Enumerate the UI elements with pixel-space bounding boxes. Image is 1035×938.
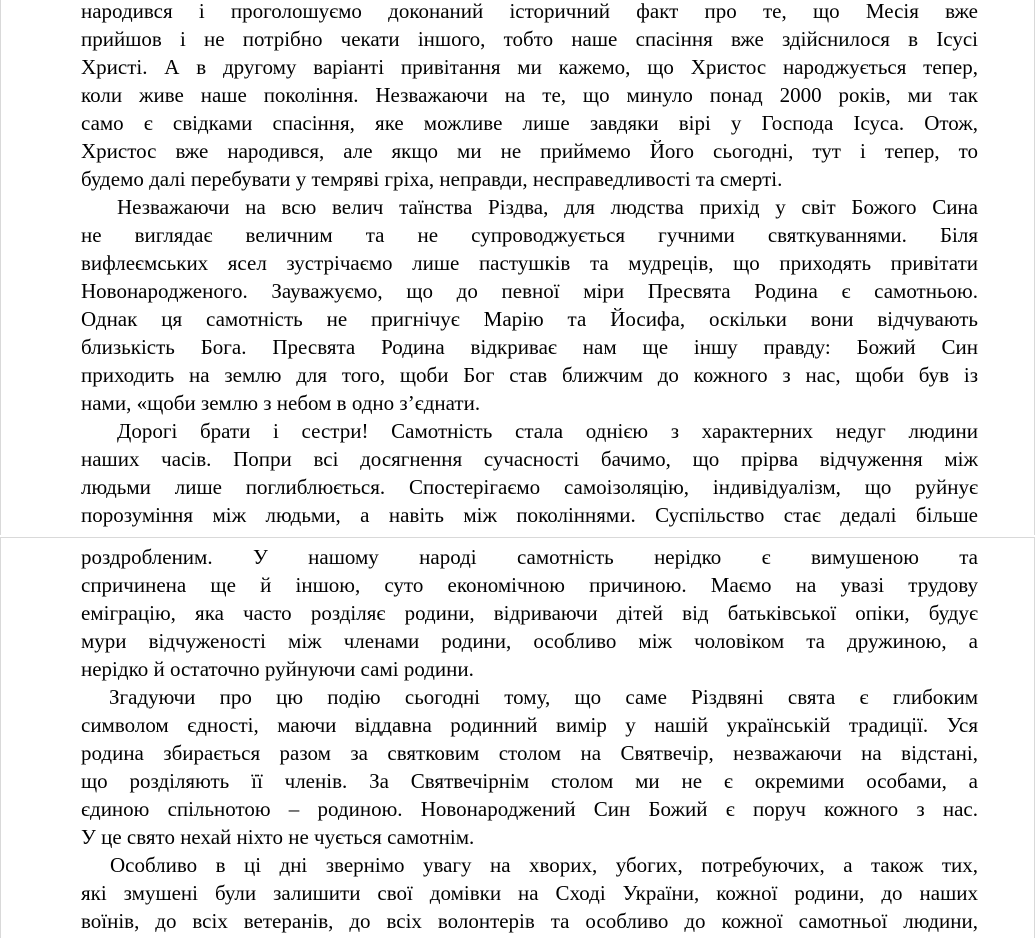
text-line: наших часів. Попри всі досягнення сучасності бачимо, що прірва відчуження між [81, 447, 978, 471]
paragraph [81, 417, 978, 529]
text-line: родина збирається разом за святковим столом на Святвечір, незважаючи на відстані, [81, 741, 978, 765]
page-2-text [81, 543, 978, 935]
text-line: мури відчуженості між членами родини, особливо між чоловіком та дружиною, а [81, 629, 978, 653]
text-line: Особливо в ці дні звернімо увагу на хворих, убогих, потребуючих, а також тих, [110, 853, 978, 877]
paragraph [81, 683, 978, 851]
page-1-text [81, 0, 978, 529]
text-line: символом єдності, маючи віддавна родинний вимір у нашій українській традиції. Уся [81, 713, 978, 737]
text-line: еміграцію, яка часто розділяє родини, відриваючи дітей від батьківської опіки, будує [81, 601, 978, 625]
text-line: роздробленим. У нашому народі самотність нерідко є вимушеною та [81, 545, 978, 569]
text-line: близькість Бога. Пресвята Родина відкриває нам ще іншу правду: Божий Син [81, 335, 978, 359]
text-line: Дорогі брати і сестри! Самотність стала однією з характерних недуг людини [117, 419, 978, 443]
paragraph [81, 193, 978, 417]
text-line: які змушені були залишити свої домівки на Сході України, кожної родини, до наших [81, 881, 978, 905]
text-line: само є свідками спасіння, яке можливе лише завдяки вірі у Господа Ісуса. Отож, [81, 111, 978, 135]
text-line: коли живе наше покоління. Незважаючи на те, що минуло понад 2000 років, ми так [81, 83, 978, 107]
text-line: людьми лише поглиблюється. Спостерігаємо самоізоляцію, індивідуалізм, що руйнує [81, 475, 978, 499]
text-line: нами, «щоби землю з небом в одно з’єднати. [81, 391, 481, 415]
text-line: Новонародженого. Зауважуємо, що до певної міри Пресвята Родина є самотньою. [81, 279, 978, 303]
text-line: прийшов і не потрібно чекати іншого, тобто наше спасіння вже здійснилося в Ісусі [81, 27, 978, 51]
paragraph [81, 0, 978, 193]
text-line: єдиною спільнотою – родиною. Новонароджений Син Божий є поруч кожного з нас. [81, 797, 978, 821]
text-line: народився і проголошуємо доконаний історичний факт про те, що Месія вже [81, 0, 978, 23]
text-line: У це свято нехай ніхто не чується самотнім. [81, 825, 475, 849]
paragraph [81, 543, 978, 683]
text-line: воїнів, до всіх ветеранів, до всіх волонтерів та особливо до кожної самотньої людини, [81, 909, 978, 933]
paragraph [81, 851, 978, 935]
text-line: Христос вже народився, але якщо ми не приймемо Його сьогодні, тут і тепер, то [81, 139, 978, 163]
text-line: Згадуючи про цю подію сьогодні тому, що саме Різдвяні свята є глибоким [109, 685, 978, 709]
text-line: не виглядає величним та не супроводжується гучними святкуваннями. Біля [81, 223, 978, 247]
text-line: Незважаючи на всю велич таїнства Різдва, для людства прихід у світ Божого Сина [117, 195, 978, 219]
text-line: Христі. А в другому варіанті привітання ми кажемо, що Христос народжується тепер, [81, 55, 978, 79]
text-line: що розділяють її членів. За Святвечірнім столом ми не є окремими особами, а [81, 769, 978, 793]
text-line: порозуміння між людьми, а навіть між поколіннями. Суспільство стає дедалі більше [81, 503, 978, 527]
text-line: нерідко й остаточно руйнуючи самі родини. [81, 657, 474, 681]
text-line: спричинена ще й іншою, суто економічною причиною. Маємо на увазі трудову [81, 573, 978, 597]
text-line: приходить на землю для того, щоби Бог став ближчим до кожного з нас, щоби був із [81, 363, 978, 387]
document-page-2 [0, 537, 1035, 938]
text-line: Однак ця самотність не пригнічує Марію та Йосифа, оскільки вони відчувають [81, 307, 978, 331]
text-line: вифлеємських ясел зустрічаємо лише пастушків та мудреців, що приходять привітати [81, 251, 978, 275]
text-line: будемо далі перебувати у темряві гріха, неправди, несправедливості та смерті. [81, 167, 783, 191]
